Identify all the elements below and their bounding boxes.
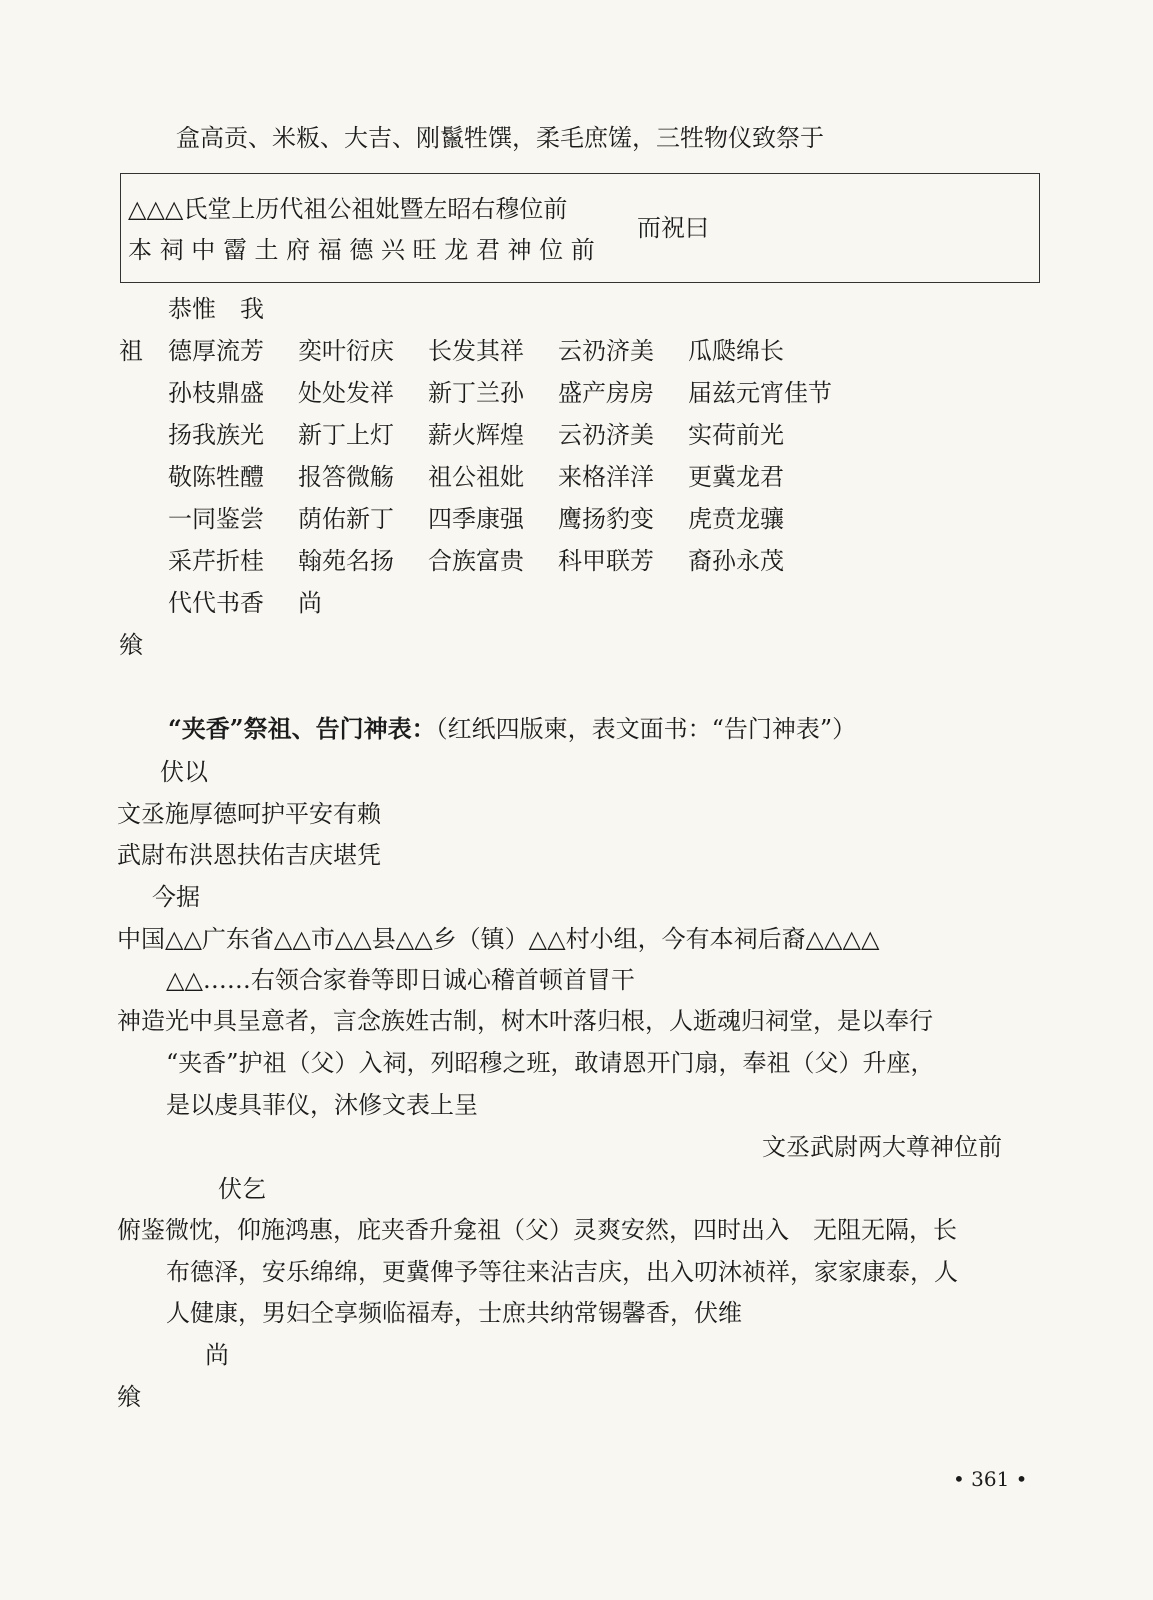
china-line-2: △△……右领合家眷等即日诚心稽首顿首冒干: [166, 966, 635, 994]
verse-cell: 四季康强: [428, 505, 524, 533]
verse-cell: 报答微觞: [298, 463, 394, 491]
shang-char: 尚: [205, 1341, 229, 1369]
verse-cell: 采芹折桂: [168, 547, 264, 575]
zu-char: 祖: [119, 337, 143, 365]
fujian-line: 俯鉴微忱，仰施鸿惠，庇夹香升龛祖（父）灵爽安然，四时出入 无阻无隔，长: [117, 1216, 957, 1244]
verse-cell: 翰苑名扬: [298, 547, 394, 575]
renjian-line: 人健康，男妇仝享频临福寿，士庶共纳常锡馨香，伏维: [166, 1299, 742, 1327]
verse-cell: 长发其祥: [428, 337, 524, 365]
fuqi-line: 伏乞: [218, 1175, 266, 1203]
fuyi-line: 伏以: [160, 758, 208, 786]
verse-cell: 来格洋洋: [558, 463, 654, 491]
china-line: 中国△△广东省△△市△△县△△乡（镇）△△村小组，今有本祠后裔△△△△: [117, 925, 880, 953]
verse-cell: 一同鉴尝: [168, 505, 264, 533]
box-right-text: 而祝曰: [637, 214, 709, 242]
verse-cell: 实荷前光: [688, 421, 784, 449]
verse-cell: 合族富贵: [428, 547, 524, 575]
verse-cell: 扬我族光: [168, 421, 264, 449]
verse-cell: 新丁兰孙: [428, 379, 524, 407]
wencheng-line: 文丞施厚德呵护平安有赖: [117, 800, 381, 828]
verse-cell: 祖公祖妣: [428, 463, 524, 491]
verse-cell: 届兹元宵佳节: [688, 379, 832, 407]
verse-cell: 瓜瓞绵长: [688, 337, 784, 365]
xiang-char-1: 飨: [119, 631, 143, 659]
gongwei-line: 恭惟 我: [168, 295, 264, 323]
verse-cell: 奕叶衍庆: [298, 337, 394, 365]
verse-cell: 虎贲龙骧: [688, 505, 784, 533]
verse-cell: 荫佑新丁: [298, 505, 394, 533]
verse-cell: 云礽济美: [558, 337, 654, 365]
verse-cell: 德厚流芳: [168, 337, 264, 365]
verse-cell: 孙枝鼎盛: [168, 379, 264, 407]
verse-cell: 鹰扬豹变: [558, 505, 654, 533]
verse-cell: 代代书香: [168, 589, 264, 617]
page-number: • 361 •: [953, 1467, 1028, 1491]
heading-bold: “夹香”祭祖、告门神表：: [168, 714, 436, 743]
altar-box: [120, 173, 1040, 283]
verse-cell: 新丁上灯: [298, 421, 394, 449]
bude-line: 布德泽，安乐绵绵，更冀俾予等往来沾吉庆，出入叨沐祯祥，家家康泰，人: [166, 1258, 958, 1286]
verse-cell: 盛产房房: [558, 379, 654, 407]
verse-cell: 敬陈牲醴: [168, 463, 264, 491]
shen-line: 神造光中具呈意者，言念族姓古制，树木叶落归根，人逝魂归祠堂，是以奉行: [117, 1007, 933, 1035]
right-aligned-line: 文丞武尉两大尊神位前: [762, 1133, 1002, 1161]
verse-cell: 更冀龙君: [688, 463, 784, 491]
verse-cell: 薪火辉煌: [428, 421, 524, 449]
verse-cell: 裔孙永茂: [688, 547, 784, 575]
jiaxiang-line: “夹香”护祖（父）入祠，列昭穆之班，敢请恩开门扇，奉祖（父）升座，: [166, 1049, 935, 1077]
wuwei-line: 武尉布洪恩扶佑吉庆堪凭: [117, 841, 381, 869]
heading-paren: （红纸四版柬，表文面书：“告门神表”）: [435, 715, 857, 743]
box-line-2: 本 祠 中 霤 土 府 福 德 兴 旺 龙 君 神 位 前: [128, 236, 595, 264]
jinju-line: 今据: [152, 883, 200, 911]
section-heading: [168, 714, 856, 744]
intro-line: 盒高贡、米粄、大吉、刚鬣牲馔，柔毛庶馐，三牲物仪致祭于: [176, 124, 824, 152]
verse-cell: 尚: [298, 589, 322, 617]
verse-cell: 处处发祥: [298, 379, 394, 407]
xiang-char-2: 飨: [117, 1383, 141, 1411]
shiyi-line: 是以虔具菲仪，沐修文表上呈: [166, 1091, 478, 1119]
verse-cell: 云礽济美: [558, 421, 654, 449]
box-line-1: △△△氏堂上历代祖公祖妣暨左昭右穆位前: [128, 195, 568, 223]
verse-cell: 科甲联芳: [558, 547, 654, 575]
